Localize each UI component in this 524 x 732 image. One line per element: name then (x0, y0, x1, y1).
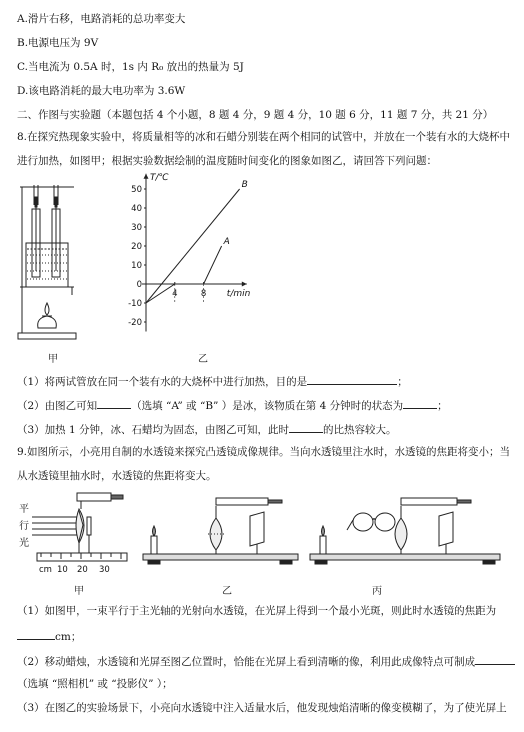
q8-stem-line1: 8.在探究热现象实验中，将质量相等的冰和石蜡分别装在两个相同的试管中，并放在一个装有水的大烧杯中 (17, 131, 511, 143)
q9-stem-line2: 从水透镜里抽水时，水透镜的焦距将变大。 (17, 470, 217, 482)
q9-parallel-char-3: 光 (19, 538, 29, 549)
y-axis-label: T/℃ (150, 172, 169, 183)
y-tick-label: -10 (128, 299, 142, 309)
q8-sub1-text: （1）将两试管放在同一个装有水的大烧杯中进行加热，目的是 (17, 376, 308, 388)
q9-sub3: （3）在图乙的实验场景下，小亮向水透镜中注入适量水后，他发现烛焰清晰的像变模糊了，为了使光屏上 (17, 702, 507, 714)
q9-sub1-text-b: cm； (55, 631, 82, 643)
q9-sub2-line1 (17, 654, 515, 669)
series-label-A: A (223, 237, 230, 247)
q8-temperature-chart (118, 172, 268, 328)
q9-figure-jia (17, 487, 132, 579)
y-tick-label: 10 (131, 261, 142, 271)
q8-stem-line2: 进行加热，如图甲；根据实验数据绘制的温度随时间变化的图象如图乙，请回答下列问题： (17, 155, 437, 167)
y-tick-label: 30 (131, 223, 142, 233)
q8-fig-caption-yi: 乙 (198, 354, 208, 365)
option-d: D.该电路消耗的最大电功率为 3.6W (17, 85, 186, 97)
q9-stem-line1: 9.如图所示，小亮用自制的水透镜来探究凸透镜成像规律。当向水透镜里注水时，水透镜的焦距将变小；当 (17, 446, 511, 458)
q8-sub2-end: ； (437, 400, 448, 412)
y-tick-label: -20 (128, 318, 142, 328)
q8-sub3-blank[interactable] (289, 422, 323, 433)
x-axis-arrow (242, 282, 247, 287)
q9-figure-yi (138, 490, 303, 570)
series-label-B: B (241, 180, 248, 190)
option-a: A.滑片右移，电路消耗的总功率变大 (17, 13, 186, 25)
q8-sub1-end: ； (397, 376, 408, 388)
q9-ruler-tick-30: 30 (99, 565, 110, 575)
x-tick-label: 8 (200, 289, 207, 299)
y-tick-label: 0 (136, 280, 142, 290)
q9-sub1-line2 (17, 629, 81, 644)
q8-fig-caption-jia: 甲 (48, 354, 58, 365)
y-tick-label: 20 (131, 242, 142, 252)
q9-ruler-tick-20: 20 (77, 565, 88, 575)
q8-sub2-text-a: （2）由图乙可知 (17, 400, 98, 412)
q9-ruler-tick-10: 10 (57, 565, 68, 575)
section-heading: 二、作图与实验题（本题包括 4 个小题，8 题 4 分，9 题 4 分，10 题 6 分，11 题 7 分，共 21 分） (17, 109, 494, 121)
q9-sub2-line2: （选填 “照相机” 或 “投影仪” ）； (17, 678, 173, 690)
x-tick-label: 4 (172, 289, 178, 299)
q8-sub3-text-b: 的比热容较大。 (323, 424, 397, 436)
q8-sub2 (17, 398, 448, 413)
q9-sub1-line1: （1）如图甲，一束平行于主光轴的光射向水透镜，在光屏上得到一个最小光斑，则此时水透镜的焦距为 (17, 605, 497, 617)
q8-sub2-blank-2[interactable] (403, 398, 437, 409)
q9-fig-caption-jia: 甲 (74, 586, 84, 597)
q9-sub1-blank[interactable] (17, 629, 55, 640)
q9-parallel-char-1: 平 (19, 504, 29, 515)
series-line-A (146, 246, 222, 303)
q8-sub3 (17, 422, 397, 437)
q9-parallel-char-2: 行 (19, 521, 29, 532)
q8-sub3-text-a: （3）加热 1 分钟，冰、石蜡均为固态，由图乙可知，此时 (17, 424, 290, 436)
x-axis-label: t/min (226, 289, 251, 299)
q8-sub1 (17, 374, 408, 389)
option-c: C.当电流为 0.5A 时，1s 内 R₀ 放出的热量为 5J (17, 61, 244, 73)
y-axis-arrow (144, 174, 149, 179)
q9-sub2-text-a: （2）移动蜡烛，水透镜和光屏至图乙位置时，恰能在光屏上看到清晰的像，利用此成像特点可制成 (17, 656, 476, 668)
q8-sub1-answer-blank[interactable] (307, 374, 397, 385)
y-tick-label: 40 (131, 204, 142, 214)
q9-fig-caption-yi: 乙 (222, 586, 232, 597)
q8-apparatus-figure (16, 183, 80, 343)
q8-sub2-blank-1[interactable] (97, 398, 131, 409)
q9-fig-caption-bing: 丙 (372, 586, 382, 597)
q9-ruler-unit: cm (39, 565, 52, 575)
option-b: B.电源电压为 9V (17, 37, 99, 49)
q9-sub2-blank[interactable] (475, 654, 515, 665)
q9-figure-bing (305, 490, 505, 570)
q8-sub2-text-b: （选填 “A” 或 “B” ）是冰，该物质在第 4 分钟时的状态为 (131, 400, 404, 412)
y-tick-label: 50 (131, 185, 142, 195)
